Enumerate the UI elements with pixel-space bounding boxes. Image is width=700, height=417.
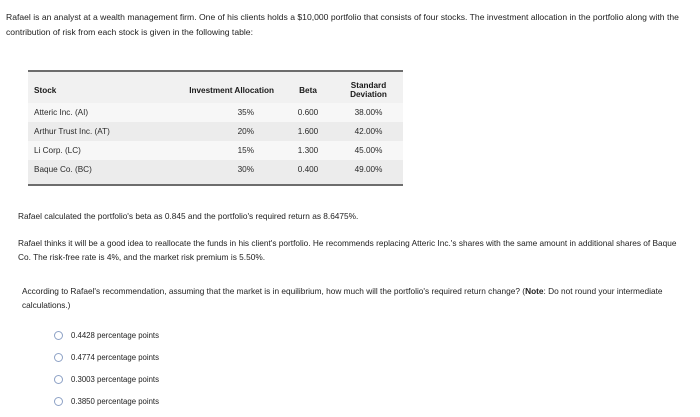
radio-button[interactable] (54, 375, 63, 384)
table-row (28, 103, 403, 122)
table-row (28, 160, 403, 184)
question-text: According to Rafael's recommendation, assuming that the market is in equilibrium, how much will the portfolio's required return change? ( (22, 286, 526, 296)
cell-beta: 1.300 (282, 141, 334, 160)
portfolio-beta-paragraph: Rafael calculated the portfolio's beta as 0.845 and the portfolio's required return as 8.6475%. (18, 211, 359, 221)
cell-stock: Arthur Trust Inc. (AT) (28, 122, 135, 141)
reallocation-paragraph: Rafael thinks it will be a good idea to reallocate the funds in his client's portfolio. He recommends replacing Atteric Inc.'s shares with the same amount in additional shares of Baque Co. The risk-free rate is 4%, and the market risk premium is 5.50%. (18, 238, 677, 262)
cell-standard-deviation: 38.00% (334, 103, 403, 122)
cell-allocation: 30% (135, 160, 282, 184)
answer-option[interactable] (54, 368, 159, 390)
cell-standard-deviation: 49.00% (334, 160, 403, 184)
header-allocation: Investment Allocation (189, 85, 274, 95)
cell-allocation: 35% (135, 103, 282, 122)
cell-beta: 1.600 (282, 122, 334, 141)
cell-stock: Atteric Inc. (AI) (28, 103, 135, 122)
answer-option-label: 0.3850 percentage points (71, 396, 160, 406)
cell-stock: Baque Co. (BC) (28, 160, 135, 184)
header-beta: Beta (299, 85, 317, 95)
radio-button[interactable] (54, 353, 63, 362)
cell-beta: 0.400 (282, 160, 334, 184)
header-standard-deviation: Standard Deviation (350, 81, 387, 99)
table-row (28, 141, 403, 160)
cell-allocation: 15% (135, 141, 282, 160)
answer-option[interactable] (54, 324, 159, 346)
answer-option-label: 0.4774 percentage points (71, 352, 160, 362)
cell-standard-deviation: 42.00% (334, 122, 403, 141)
answer-options (54, 324, 159, 412)
radio-button[interactable] (54, 331, 63, 340)
answer-option[interactable] (54, 346, 159, 368)
note-label: Note (525, 286, 544, 296)
cell-stock: Li Corp. (LC) (28, 141, 135, 160)
table-header-row (28, 72, 403, 103)
answer-option-label: 0.3003 percentage points (71, 374, 160, 384)
answer-option-label: 0.4428 percentage points (71, 330, 160, 340)
answer-option[interactable] (54, 390, 159, 412)
cell-beta: 0.600 (282, 103, 334, 122)
cell-standard-deviation: 45.00% (334, 141, 403, 160)
portfolio-table (28, 70, 403, 186)
table-row (28, 122, 403, 141)
cell-allocation: 20% (135, 122, 282, 141)
note-text: : Do not round your intermediate calculations.) (22, 286, 663, 310)
radio-button[interactable] (54, 397, 63, 406)
intro-paragraph: Rafael is an analyst at a wealth management firm. One of his clients holds a $10,000 portfolio that consists of four stocks. The investment allocation in the portfolio along with the contribution of risk from each stock is given in the following table: (6, 12, 679, 37)
header-stock: Stock (34, 85, 57, 95)
question-paragraph (22, 284, 686, 312)
